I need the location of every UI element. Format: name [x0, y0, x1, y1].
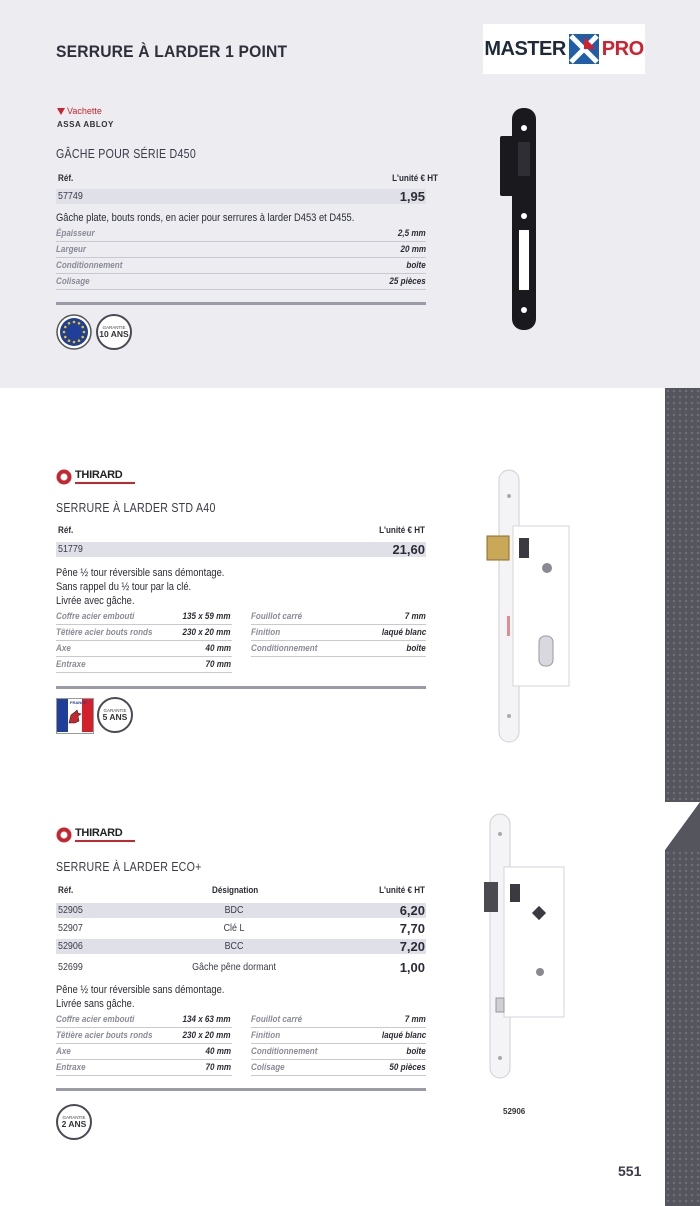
spec-divider [251, 1059, 426, 1060]
guarantee-duration: 2 ANS [61, 1119, 87, 1129]
spec-value: 230 x 20 mm [182, 1030, 231, 1041]
table-cell-price: 1,00 [399, 960, 425, 975]
col-price-header: L'unité € HT [379, 525, 425, 536]
table-cell-price: 1,95 [399, 189, 425, 204]
spec-divider [56, 257, 426, 258]
table-cell-price: 7,20 [399, 939, 425, 954]
guarantee-badge [96, 314, 132, 350]
thirard-underline [75, 840, 135, 842]
col-ref-header: Réf. [58, 173, 74, 184]
section-title-gache: GÂCHE POUR SÉRIE D450 [56, 147, 196, 161]
guarantee-label: GARANTIE [102, 325, 126, 330]
guarantee-label: GARANTIE [103, 708, 127, 713]
spec-label: Têtière acier bouts ronds [56, 1030, 153, 1041]
spec-value: 134 x 63 mm [182, 1014, 231, 1025]
thirard-brand: THIRARD [75, 469, 123, 481]
description-line: Livrée avec gâche. [56, 595, 135, 607]
spec-value: 40 mm [205, 1046, 231, 1057]
table-cell-price: 6,20 [399, 903, 425, 918]
spec-divider [56, 672, 232, 673]
table-cell-ref: 52907 [58, 922, 83, 934]
designation-text: Clé L [223, 922, 245, 934]
thirard-logo [56, 469, 135, 485]
spec-label: Entraxe [56, 659, 86, 670]
section-title-eco: SERRURE À LARDER ECO+ [56, 860, 202, 874]
col-ref-header: Réf. [58, 885, 74, 896]
spec-divider [56, 656, 232, 657]
spec-divider [56, 1043, 232, 1044]
logo-master-text: MASTER [484, 37, 566, 60]
description: Gâche plate, bouts ronds, en acier pour serrures à larder D453 et D455. [56, 212, 355, 224]
col-price-header: L'unité € HT [379, 885, 425, 896]
section-separator [56, 1088, 426, 1091]
table-row-bg [56, 542, 426, 557]
vachette-mark-icon [57, 108, 65, 115]
table-cell-ref: 57749 [58, 190, 83, 202]
section-separator [56, 302, 426, 305]
spec-value: boîte [406, 1046, 426, 1057]
thirard-mark-icon [56, 469, 72, 485]
designation-text: Gâche pêne dormant [192, 961, 276, 973]
spec-label: Colisage [56, 276, 90, 287]
page-number: 551 [618, 1163, 642, 1179]
spec-divider [251, 1075, 426, 1076]
spec-divider [251, 640, 426, 641]
table-cell-ref: 51779 [58, 543, 83, 555]
spec-value: 7 mm [404, 1014, 426, 1025]
spec-divider [251, 624, 426, 625]
spec-divider [56, 1027, 232, 1028]
spec-divider [56, 289, 426, 290]
spec-divider [56, 1075, 232, 1076]
side-strip-dark-lower [665, 850, 700, 1206]
spec-label: Largeur [56, 244, 87, 255]
spec-label: Finition [251, 1030, 281, 1041]
spec-value: 40 mm [205, 643, 231, 654]
assa-abloy-brand: ASSA ABLOY [57, 120, 114, 129]
side-strip-top [665, 0, 700, 388]
spec-value: 70 mm [205, 1062, 231, 1073]
spec-label: Entraxe [56, 1062, 86, 1073]
spec-label: Coffre acier embouti [56, 611, 135, 622]
thirard-mark-icon [56, 827, 72, 843]
vachette-brand: Vachette [67, 106, 102, 116]
side-strip-notch [665, 802, 700, 850]
spec-value: laqué blanc [381, 1030, 426, 1041]
masterpro-logo [483, 24, 645, 74]
thirard-logo [56, 827, 135, 843]
logo-pro-text: PRO [601, 37, 644, 60]
spec-value: 70 mm [205, 659, 231, 670]
spec-label: Conditionnement [56, 260, 123, 271]
spec-label: Fouillot carré [251, 1014, 303, 1025]
thirard-brand: THIRARD [75, 827, 123, 839]
spec-label: Conditionnement [251, 1046, 318, 1057]
made-in-france-badge [56, 698, 94, 734]
table-row-bg [56, 189, 426, 204]
guarantee-label: GARANTIE [62, 1115, 86, 1120]
strike-plate-image [498, 106, 542, 332]
spec-value: 20 mm [400, 244, 426, 255]
spec-label: Axe [56, 1046, 71, 1057]
col-price-header: L'unité € HT [392, 173, 438, 184]
spec-label: Conditionnement [251, 643, 318, 654]
spec-value: boîte [406, 260, 426, 271]
guarantee-duration: 10 ANS [99, 329, 129, 339]
spec-value: 230 x 20 mm [182, 627, 231, 638]
spec-label: Têtière acier bouts ronds [56, 627, 153, 638]
spec-value: 135 x 59 mm [182, 611, 231, 622]
col-designation-header: Désignation [212, 885, 259, 896]
spec-value: 50 pièces [389, 1062, 426, 1073]
guarantee-duration: 5 ANS [102, 712, 128, 722]
logo-cross-icon [569, 34, 599, 64]
spec-divider [251, 656, 426, 657]
description-line: Livrée sans gâche. [56, 998, 135, 1010]
spec-divider [56, 640, 232, 641]
table-cell-price: 21,60 [392, 542, 425, 557]
guarantee-badge [97, 697, 133, 733]
spec-label: Fouillot carré [251, 611, 303, 622]
spec-divider [56, 1059, 232, 1060]
made-in-france-label: FRANCE [70, 700, 87, 705]
spec-label: Coffre acier embouti [56, 1014, 135, 1025]
section-separator [56, 686, 426, 689]
spec-value: 7 mm [404, 611, 426, 622]
guarantee-badge [56, 1104, 92, 1140]
section-title-std-a40: SERRURE À LARDER STD A40 [56, 501, 216, 515]
rooster-icon [66, 708, 84, 726]
vachette-logo [57, 106, 114, 129]
spec-label: Épaisseur [56, 228, 95, 239]
spec-value: 2,5 mm [398, 228, 426, 239]
table-cell-ref: 52906 [58, 940, 83, 952]
table-cell-price: 7,70 [399, 921, 425, 936]
description-line: Sans rappel du ½ tour par la clé. [56, 581, 192, 593]
spec-divider [251, 1027, 426, 1028]
lock-std-a40-image [485, 466, 575, 746]
spec-divider [251, 1043, 426, 1044]
spec-divider [56, 241, 426, 242]
spec-value: laqué blanc [381, 627, 426, 638]
description-line: Pêne ½ tour réversible sans démontage. [56, 984, 225, 996]
lock-eco-image [480, 812, 570, 1080]
image-caption: 52906 [503, 1107, 526, 1116]
spec-value: boîte [406, 643, 426, 654]
thirard-underline [75, 482, 135, 484]
page-title: SERRURE À LARDER 1 POINT [56, 42, 288, 61]
spec-divider [56, 273, 426, 274]
table-cell-ref: 52699 [58, 961, 83, 973]
spec-label: Finition [251, 627, 281, 638]
spec-divider [56, 624, 232, 625]
col-ref-header: Réf. [58, 525, 74, 536]
eu-conformity-icon [56, 314, 92, 350]
side-strip-dark [665, 388, 700, 802]
designation-text: BDC [224, 904, 244, 916]
designation-text: BCC [224, 940, 244, 952]
spec-label: Axe [56, 643, 71, 654]
table-cell-ref: 52905 [58, 904, 83, 916]
description-line: Pêne ½ tour réversible sans démontage. [56, 567, 225, 579]
spec-value: 25 pièces [389, 276, 426, 287]
spec-label: Colisage [251, 1062, 285, 1073]
